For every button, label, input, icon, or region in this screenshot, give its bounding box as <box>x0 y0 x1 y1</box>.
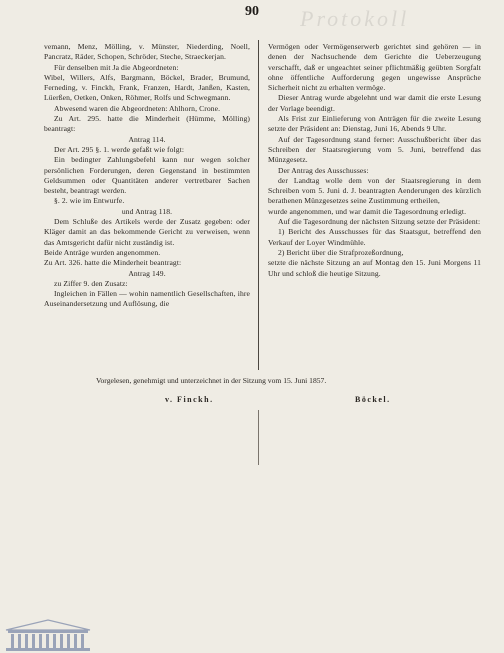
paragraph: 1) Bericht des Ausschusses für das Staatsgut, betreffend den Verkauf der Loyer Windmühle. <box>268 227 481 247</box>
paragraph: Auf die Tagesordnung der nächsten Sitzung setzte der Präsident: <box>278 217 481 227</box>
paragraph: zu Ziffer 9. den Zusatz: <box>54 278 128 288</box>
paragraph: §. 2. wie im Entwurfe. <box>54 196 125 206</box>
right-column <box>268 42 481 279</box>
paragraph: Dem Schluße des Artikels werde der Zusatz gegeben: oder Kläger damit an das bekommende Gericht zu verweisen, wenn das Amtsgericht dafür nicht zuständig ist. <box>44 217 250 247</box>
paragraph: Wibel, Willers, Alfs, Bargmann, Böckel, Brader, Brumund, Ferneding, v. Finckh, Frank, Franzen, Hardt, Janßen, Kasten, Lüerßen, Oetken, Onken, Röhmer, Rolfs und Schwegmann. <box>44 72 250 103</box>
paragraph: Beide Anträge wurden angenommen. <box>44 247 161 257</box>
paragraph: Dieser Antrag wurde abgelehnt und war damit die erste Lesung der Vorlage beendigt. <box>268 93 481 113</box>
paragraph: Ein bedingter Zahlungsbefehl kann nur wegen solcher persönlichen Forderungen, deren Gegenstand in bestimmten Geldsummen oder Quantitäten anderer vertretbarer Sachen besteht, beantragt werden. <box>44 155 250 196</box>
paragraph: Zu Art. 326. hatte die Minderheit beantragt: <box>44 258 182 268</box>
paragraph: Für denselben mit Ja die Abgeordneten: <box>54 62 179 72</box>
paragraph: Vermögen oder Vermögenserwerb gerichtet sind gehören — in denen der Nachsuchende dem Gerichte die Ueberzeugung verschafft, daß er ungeachtet seiner pflichtmäßig geübten Sorgfalt ohne öffentliche Aufforderung gegen ungewisse Ansprüche Sicherheit nicht zu erhalten vermöge. <box>268 42 481 93</box>
bleed-through-text-left <box>60 408 240 604</box>
paragraph: Der Art. 295 §. 1. werde gefaßt wie folgt: <box>54 144 185 154</box>
library-building-logo <box>0 616 96 653</box>
bleed-through-text-right <box>300 408 480 604</box>
paragraph: Ingleichen in Fällen — wohin namentlich Gesellschaften, ihre Auseinandersetzung und Auflösung, die <box>44 289 250 309</box>
paragraph: wurde angenommen, und war damit die Tagesordnung erledigt. <box>268 206 467 216</box>
paragraph: Antrag 114. <box>128 134 166 144</box>
bleed-through-header: Protokoll <box>300 6 410 31</box>
paragraph: setzte die nächste Sitzung an auf Montag den 15. Juni Morgens 11 Uhr und schloß die heutige Sitzung. <box>268 258 481 278</box>
page-number: 90 <box>245 4 259 19</box>
paragraph: Abwesend waren die Abgeordneten: Ahlhorn, Crone. <box>54 103 221 113</box>
paragraph: Antrag 149. <box>128 268 166 278</box>
signature-right: Böckel. <box>355 395 391 404</box>
signature-left: v. Finckh. <box>165 395 214 404</box>
paragraph: Als Frist zur Einlieferung von Anträgen für die zweite Lesung setzte der Präsident an: Dienstag, Juni 16, Abends 9 Uhr. <box>268 114 481 134</box>
paragraph: der Landtag wolle dem von der Staatsregierung in dem Schreiben vom 5. Juni d. J. beantragten Aenderungen des kürzlich berathenen Münzgesetzes seine Zustimmung ertheilen, <box>268 175 481 206</box>
paragraph: Zu Art. 295. hatte die Minderheit (Hümme, Mölling) beantragt: <box>44 114 250 134</box>
paragraph: vemann, Menz, Mölling, v. Münster, Niederding, Noell, Pancratz, Räder, Schopen, Schröder, Steche, Straeckerjan. <box>44 42 250 62</box>
paragraph: Auf der Tagesordnung stand ferner: Ausschußbericht über das Schreiben der Staatsregierung vom 5. Juni, betreffend das Münzgesetz. <box>268 134 481 165</box>
paragraph: Der Antrag des Ausschusses: <box>278 165 369 175</box>
paragraph: 2) Bericht über die Strafprozeßordnung, <box>278 247 404 257</box>
paragraph: und Antrag 118. <box>121 206 173 216</box>
lower-divider <box>258 410 259 465</box>
column-divider <box>258 40 259 370</box>
approval-line: Vorgelesen, genehmigt und unterzeichnet in der Sitzung vom 15. Juni 1857. <box>96 376 327 385</box>
left-column <box>44 42 250 310</box>
